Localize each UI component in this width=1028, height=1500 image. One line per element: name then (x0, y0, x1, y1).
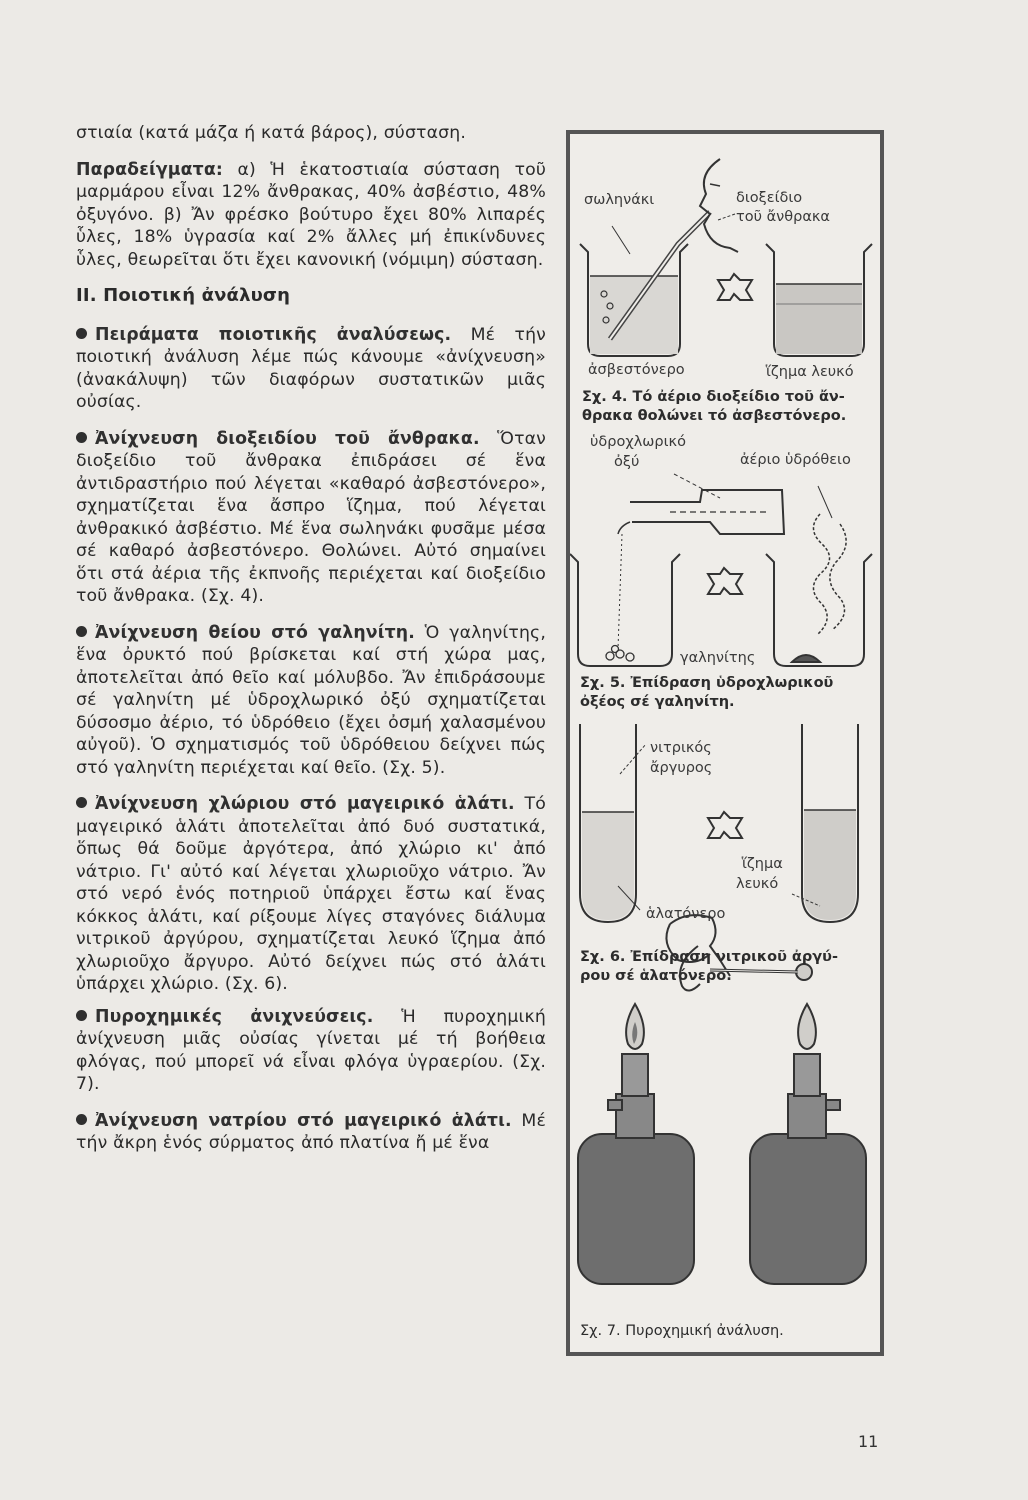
fig4-label-precipitate: ἵζημα λευκό (766, 364, 854, 380)
bullet-icon (76, 1114, 87, 1125)
bullet-icon (76, 328, 87, 339)
fig5-caption-line2: ὀξέος σέ γαληνίτη. (580, 694, 735, 710)
main-text-column (76, 122, 546, 1169)
examples-heading: Παραδείγματα: (76, 159, 223, 180)
sodium-heading: Ἀνίχνευση νατρίου στό μαγειρικό ἁλάτι. (95, 1110, 512, 1131)
figure-drawings (570, 134, 880, 1352)
paragraph-sodium-detection (76, 1110, 546, 1155)
chlorine-body: Τό μαγειρικό ἁλάτι ἀποτελεῖται ἀπό δυό συστατικά, ὅπως θά δοῦμε ἀργότερα, ἀπό χλώριο κι' ἀπό νάτριο. Γι' αὐτό καί λέγεται χλωριοῦχο νάτριο. Ἄν στό νερό ἑνός ποτηριοῦ ὑπάρχει ἔστω καί ἕνας κόκκος ἁλάτι, καί ρίξουμε λίγες σταγόνες διάλυμα νιτρικοῦ ἀργύρου, σχηματίζεται λευκό ἵζημα ἀπό χλωριοῦχο ἄργυρο. Αὐτό δείχνει πώς στό ἁλάτι ὑπάρχει χλώριο. (Σχ. 6). (76, 794, 546, 994)
fig6-caption-line1: Σχ. 6. Ἐπίδραση νιτρικοῦ ἀργύ- (580, 949, 838, 965)
paragraph-pyrochemical (76, 1006, 546, 1096)
fig5-caption-line1: Σχ. 5. Ἐπίδραση ὑδροχλωρικοῦ (580, 675, 834, 691)
fig5-beaker-right (766, 554, 872, 666)
fig6-label-precip-line1: ἵζημα (742, 856, 783, 872)
fig4-face (700, 159, 738, 252)
fig4-reaction-arrow-icon (718, 274, 752, 300)
fig5-gas (813, 514, 829, 634)
section-heading: II. Ποιοτική ἀνάλυση (76, 285, 291, 306)
fig6-label-agno3-line1: νιτρικός (650, 740, 712, 756)
fig5-label-galena: γαληνίτης (680, 650, 756, 666)
fig6-drawing (580, 724, 858, 922)
fig4-drawing (580, 159, 872, 356)
fig5-label-h2s: ἀέριο ὑδρόθειο (740, 452, 851, 468)
sodium-body: Μέ τήν ἄκρη ἑνός σύρματος ἀπό πλατίνα ἤ μέ ἕνα (76, 1110, 546, 1153)
sulfur-heading: Ἀνίχνευση θείου στό γαληνίτη. (95, 622, 415, 643)
paragraph-co2-detection (76, 428, 546, 608)
fig7-gas-canister-right (750, 1134, 866, 1284)
paragraph-intro: στιαία (κατά μάζα ή κατά βάρος), σύσταση. (76, 123, 466, 143)
fig7-caption: Σχ. 7. Πυροχημική ἀνάλυση. (580, 1323, 784, 1339)
fig7-gas-canister-left (578, 1134, 694, 1284)
fig6-reaction-arrow-icon (708, 812, 742, 838)
fig4-label-co2-line1: διοξείδιο (736, 190, 803, 206)
qualitative-heading: Πειράματα ποιοτικῆς ἀναλύσεως. (95, 324, 452, 345)
sulfur-body: Ὁ γαληνίτης, ἕνα ὀρυκτό πού βρίσκεται καί στή χώρα μας, ἀποτελεῖται ἀπό θεῖο καί μόλυβδο. Ἄν ἐπιδράσουμε σέ γαληνίτη μέ ὑδροχλωρικό ὀξύ σχηματίζεται δύσοσμο ἀέριο, τό ὑδρόθειο (ἔχει ὀσμή χαλασμένου αὐγοῦ). Ὁ σχηματισμός τοῦ ὑδρόθειου δείχνει πώς στό γαληνίτη περιέχεται καί θεῖο. (Σχ. 5). (76, 622, 546, 778)
fig5-reaction-arrow-icon (708, 568, 742, 594)
examples-body: α) Ἡ ἑκατοστιαία σύσταση τοῦ μαρμάρου εἶναι 12% ἄνθρακας, 40% ἀσβέστιο, 48% ὀξυγόνο. β) Ἄν φρέσκο βούτυρο ἔχει 80% λιπαρές ὗλες, 18% ὑγρασία καί 2% ἄλλες μή ἐπικίνδυνες ὗλες, θεωρεῖται ὅτι ἔχει κανονική (νόμιμη) σύσταση. (76, 159, 546, 270)
fig5-drawing (570, 474, 872, 666)
fig6-label-saltwater: ἁλατόνερο (646, 906, 726, 922)
fig4-caption-line2: θρακα θολώνει τό ἀσβεστόνερο. (582, 408, 847, 424)
fig5-beaker-left (570, 554, 680, 666)
fig4-label-limewater: ἀσβεστόνερο (588, 362, 685, 378)
bullet-icon (76, 626, 87, 637)
fig5-label-acid-line1: ὑδροχλωρικό (590, 434, 686, 450)
co2-body: Ὅταν διοξείδιο τοῦ ἄνθρακα ἐπιδράσει σέ ἕνα ἀντιδραστήριο πού λέγεται «καθαρό ἀσβεστόνερο», σχηματίζεται ἕνα ἄσπρο ἵζημα, πού λέγεται ἀνθρακικό ἀσβέστιο. Μέ ἕνα σωληνάκι φυσᾶμε μέσα σέ καθαρό ἀσβεστόνερο. Θολώνει. Αὐτό σημαίνει ὅτι στά ἀέρια τῆς ἐκπνοῆς περιέχεται καί διοξείδιο τοῦ ἄνθρακα. (Σχ. 4). (76, 428, 546, 606)
figure-panel (566, 130, 884, 1356)
fig4-caption-line1: Σχ. 4. Τό ἀέριο διοξείδιο τοῦ ἄν- (582, 389, 845, 405)
chlorine-heading: Ἀνίχνευση χλώριου στό μαγειρικό ἁλάτι. (95, 794, 515, 814)
fig6-caption-line2: ρου σέ ἁλατόνερο. (580, 968, 732, 984)
fig4-label-tube: σωληνάκι (584, 192, 655, 208)
fig4-label-co2-line2: τοῦ ἄνθρακα (736, 209, 830, 225)
paragraph-sulfur-detection (76, 622, 546, 780)
fig6-label-agno3-line2: ἄργυρος (650, 760, 713, 776)
paragraph-examples (76, 159, 546, 272)
fig5-label-acid-line2: ὀξύ (614, 454, 640, 470)
bullet-icon (76, 797, 87, 808)
fig6-label-precip-line2: λευκό (736, 876, 779, 892)
co2-heading: Ἀνίχνευση διοξειδίου τοῦ ἄνθρακα. (95, 428, 480, 449)
bullet-icon (76, 1010, 87, 1021)
pyrochemical-heading: Πυροχημικές ἀνιχνεύσεις. (95, 1006, 374, 1027)
qualitative-body: Μέ τήν ποιοτική ἀνάλυση λέμε πώς κάνουμε «ἀνίχνευση» (ἀνακάλυψη) τῶν διαφόρων συστατικῶν μιᾶς οὐσίας. (76, 324, 546, 412)
page-number: 11 (858, 1432, 879, 1451)
pyrochemical-body: Ἡ πυροχημική ἀνίχνευση μιᾶς οὐσίας γίνεται μέ τή βοήθεια φλόγας, πού μπορεῖ νά εἶναι φλόγα ὑγραερίου. (Σχ. 7). (76, 1006, 546, 1094)
bullet-icon (76, 432, 87, 443)
paragraph-qualitative-experiments (76, 324, 546, 414)
fig7-flame-right (798, 1004, 816, 1049)
paragraph-chlorine-detection (76, 793, 546, 996)
